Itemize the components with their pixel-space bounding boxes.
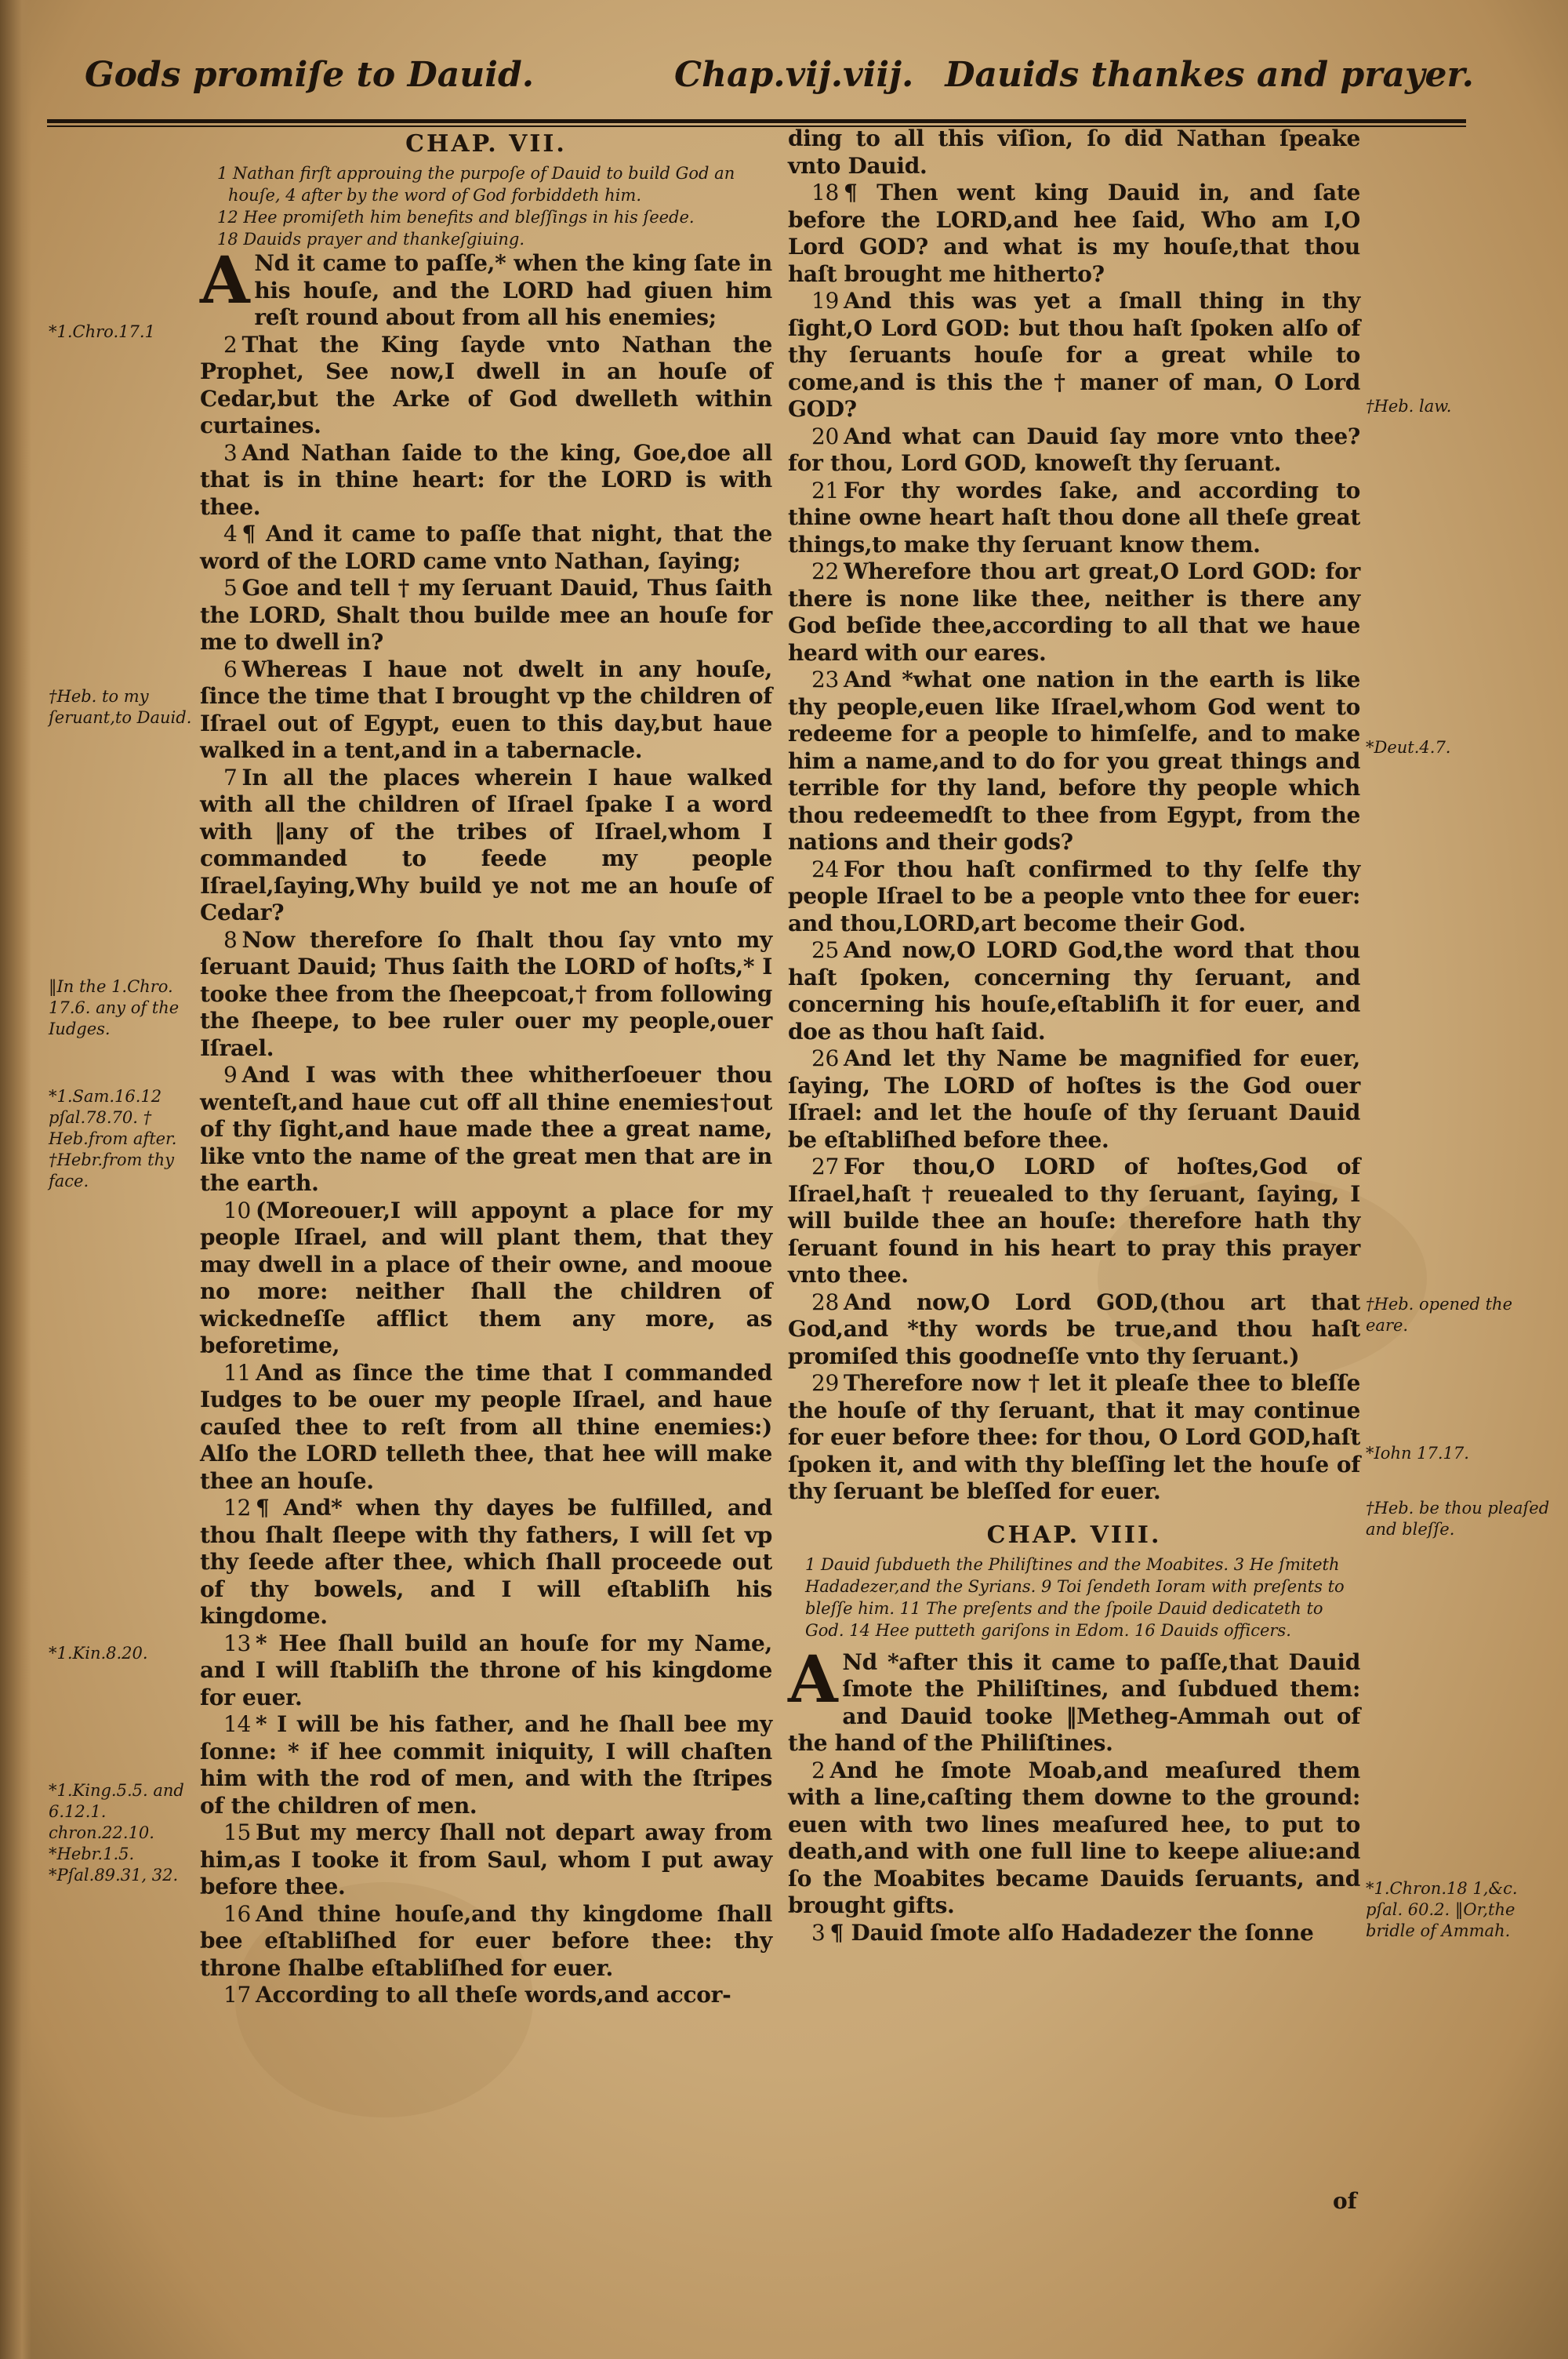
- margin-note: *Iohn 17.17.: [1366, 1444, 1469, 1463]
- verse: [200, 1630, 772, 1712]
- chapter-7-summary: [200, 162, 772, 250]
- verse: [788, 1289, 1360, 1371]
- verse-text: And now,O Lord GOD,(thou art that God,and *thy words be true,and thou haſt promiſed this goodneſſe vnto thy ſeruant.): [788, 1289, 1360, 1369]
- verse: [788, 667, 1360, 856]
- verse-text: That the King ſayde vnto Nathan the Prophet, See now,I dwell in an houſe of Cedar,but the Arke of God dwelleth within curtaines.: [200, 331, 772, 438]
- margin-note: †Heb. law.: [1366, 397, 1452, 416]
- margin-note: *1.King.5.5. and 6.12.1. chron.22.10. *Hebr.1.5. *Pſal.89.31, 32.: [49, 1781, 184, 1885]
- chapter-8-heading: CHAP. VIII.: [986, 1521, 1162, 1549]
- verse-text: In all the places wherein I haue walked with all the children of Iſrael ſpake I a word with ‖any of the tribes of Iſrael,whom I commanded to feede my people Iſrael,ſaying,Why build ye not me an houſe of Cedar?: [200, 764, 772, 925]
- verse-number: 26: [811, 1045, 840, 1071]
- verse-number: 2: [223, 331, 238, 358]
- verse-number: 28: [811, 1289, 840, 1315]
- verse-number: 3: [811, 1919, 826, 1946]
- verse: [788, 423, 1360, 478]
- margin-note: †Heb. opened the eare.: [1366, 1295, 1513, 1335]
- verse: [200, 1360, 772, 1496]
- verse: [200, 1982, 772, 2009]
- verse-number: 20: [811, 423, 840, 449]
- verse-text: And thine houſe,and thy kingdome ſhall bee eſtabliſhed for euer before thee: thy throne ſhalbe eſtabliſhed for euer.: [200, 1900, 772, 1981]
- verse: [200, 1062, 772, 1198]
- verse: [200, 656, 772, 765]
- running-head-chapter: Chap.vij.viij.: [674, 55, 914, 95]
- running-head-right: Dauids thankes and prayer.: [945, 55, 1474, 95]
- verse-text: And *what one nation in the earth is like thy people,euen like Iſrael,whom God went to redeeme for a people to himſelfe, and to make him a name,and to do for you great things and terrible for thy land, before thy people which thou redeemedſt to thee from Egypt, from the nations and their gods?: [788, 667, 1360, 855]
- verse: [200, 332, 772, 440]
- verse-number: 3: [223, 439, 238, 466]
- verse: [788, 937, 1360, 1045]
- verse-text: ¶ And* when thy dayes be fulfilled, and thou ſhalt ſleepe with thy fathers, I will ſet vp thy ſeede after thee, which ſhall proceede out of thy bowels, and I will eſtabliſh his kingdome.: [200, 1495, 772, 1629]
- verse-text: And I was with thee whitherſoeuer thou wenteſt,and haue cut off all thine enemies†out of thy ſight,and haue made thee a great name, like vnto the name of the great men that are in the earth.: [200, 1062, 772, 1196]
- verse-number: 10: [223, 1197, 252, 1223]
- verse: [788, 180, 1360, 288]
- verse-number: 12: [223, 1495, 252, 1521]
- verse: [788, 1154, 1360, 1289]
- margin-note: †Heb. be thou pleaſed and bleſſe.: [1366, 1499, 1550, 1539]
- verse-text: Whereas I haue not dwelt in any houſe, ſince the time that I brought vp the children of Iſrael out of Egypt, euen to this day,but haue walked in a tent,and in a tabernacle.: [200, 656, 772, 763]
- verse: [788, 1920, 1360, 1947]
- verse-number: 22: [811, 558, 840, 584]
- verse-number: 11: [223, 1359, 252, 1386]
- margin-note: *1.Chron.18 1,&c. pſal. 60.2. ‖Or,the bridle of Ammah.: [1366, 1879, 1518, 1940]
- summary-line: 12 Hee promiſeth him benefits and bleſſings in his ſeede.: [217, 208, 695, 227]
- verse: [788, 478, 1360, 559]
- verse-number: 9: [223, 1062, 238, 1088]
- margin-note: *1.Kin.8.20.: [49, 1644, 148, 1663]
- catchword: of: [1333, 2188, 1357, 2214]
- verse-text: * I will be his father, and he ſhall bee my ſonne: * if hee commit iniquity, I will chaſten him with the rod of men, and with the ſtripes of the children of men.: [200, 1711, 772, 1819]
- verse-number: 24: [811, 856, 840, 882]
- chapter-7-heading: CHAP. VII.: [405, 130, 567, 158]
- verse-text: * Hee ſhall build an houſe for my Name, and I will ſtabliſh the throne of his kingdome for euer.: [200, 1630, 772, 1710]
- header-rule: [47, 119, 1466, 123]
- verse-text: ¶ And it came to paſſe that night, that the word of the LORD came vnto Nathan, ſaying;: [200, 521, 772, 574]
- verse-text: And this was yet a ſmall thing in thy ſight,O Lord GOD: but thou haſt ſpoken alſo of thy ſeruants houſe for a great while to come,and is this the † maner of man, O Lord GOD?: [788, 288, 1360, 422]
- verse: [200, 927, 772, 1063]
- verse: [200, 521, 772, 575]
- margin-note: *1.Chro.17.1: [49, 322, 155, 341]
- verse-text: Nd it came to paſſe,* when the king ſate in his houſe, and the LORD had giuen him reſt round about from all his enemies;: [254, 250, 772, 330]
- verse: [200, 575, 772, 656]
- verse-number: 23: [811, 667, 840, 692]
- verse-text: Now therefore ſo ſhalt thou ſay vnto my ſeruant Dauid; Thus ſaith the LORD of hoſts,* I tooke thee from the ſheepcoat,† from following the ſheepe, to bee ruler ouer my people,ouer Iſrael.: [200, 926, 772, 1061]
- margin-note: ‖In the 1.Chro. 17.6. any of the Iudges.: [49, 977, 180, 1038]
- verse-text: And let thy Name be magnified for euer, ſaying, The LORD of hoſtes is the God ouer Iſrael: and let the houſe of thy ſeruant Dauid be eſtabliſhed before thee.: [788, 1045, 1360, 1153]
- margin-note: *Deut.4.7.: [1366, 738, 1451, 757]
- verse-text: Goe and tell † my ſeruant Dauid, Thus ſaith the LORD, Shalt thou builde mee an houſe for me to dwell in?: [200, 575, 772, 655]
- verse-text: For thou,O LORD of hoſtes,God of Iſrael,haſt † reuealed to thy ſeruant, ſaying, I will builde thee an houſe: therefore hath thy ſeruant found in his heart to pray this prayer vnto thee.: [788, 1154, 1360, 1288]
- verse-text: Nd *after this it came to paſſe,that Dauid ſmote the Philiſtines, and ſubdued them: and Dauid tooke ‖Metheg-Ammah out of the hand of the Philiſtines.: [788, 1648, 1360, 1756]
- verse: [200, 1711, 772, 1819]
- margin-note: †Heb. to my ſeruant,to Dauid.: [49, 687, 192, 727]
- verse-text: And what can Dauid ſay more vnto thee? for thou, Lord GOD, knoweſt thy ſeruant.: [788, 423, 1360, 476]
- verse-number: 5: [223, 575, 238, 601]
- verse-text: And he ſmote Moab,and meaſured them with a line,caſting them downe to the ground: euen with two lines meaſured hee, to put to death,and with one full line to keepe aliue:and ſo the Moabites became Dauids ſeruants, and brought gifts.: [788, 1757, 1360, 1918]
- verse-number: 25: [811, 937, 840, 963]
- verse: [788, 1370, 1360, 1506]
- verse-continuation: ding to all this viſion, ſo did Nathan ſpeake vnto Dauid.: [788, 125, 1360, 179]
- verse: [788, 856, 1360, 938]
- page-gutter-edge: [0, 0, 31, 2359]
- verse-text: For thou haſt confirmed to thy ſelfe thy people Iſrael to be a people vnto thee for euer: and thou,LORD,art become their God.: [788, 856, 1360, 936]
- verse-number: 17: [223, 1982, 252, 2008]
- verse: [788, 288, 1360, 423]
- verse-8-1: [788, 1641, 1360, 1757]
- verse-number: 2: [811, 1757, 826, 1783]
- margin-note: *1.Sam.16.12 pſal.78.70. † Heb.from after. †Hebr.from thy face.: [49, 1087, 177, 1190]
- verse: [200, 1819, 772, 1901]
- running-head: [63, 49, 1474, 111]
- verse-text: Wherefore thou art great,O Lord GOD: for there is none like thee, neither is there any God beſide thee,according to all that we haue heard with our eares.: [788, 558, 1360, 666]
- verse-number: 21: [811, 477, 840, 503]
- verse-text: And as ſince the time that I commanded Iudges to be ouer my people Iſrael, and haue cauſed thee to reſt from all thine enemies:) Alſo the LORD telleth thee, that hee will make thee an houſe.: [200, 1359, 772, 1494]
- verse: [200, 1198, 772, 1360]
- verse-text: ¶ Dauid ſmote alſo Hadadezer the ſonne: [829, 1919, 1314, 1946]
- verse-text: For thy wordes ſake, and according to thine owne heart haſt thou done all theſe great things,to make thy ſeruant know them.: [788, 477, 1360, 558]
- verse-text: ¶ Then went king Dauid in, and ſate before the LORD,and hee ſaid, Who am I,O Lord GOD? and what is my houſe,that thou haſt brought me hitherto?: [788, 180, 1360, 287]
- verse-number: 19: [811, 288, 840, 314]
- left-column: [200, 125, 772, 2009]
- verse: [788, 1757, 1360, 1920]
- verse-number: 7: [223, 764, 238, 791]
- verse-number: 4: [223, 521, 238, 547]
- verse-number: 13: [223, 1630, 252, 1656]
- verse: [200, 1495, 772, 1630]
- verse-text: (Moreouer,I will appoynt a place for my people Iſrael, and will plant them, that they may dwell in a place of their owne, and mooue no more: neither ſhall the children of wickedneſſe afflict them any more, as beforetime,: [200, 1197, 772, 1358]
- verse-number: 27: [811, 1154, 840, 1180]
- verse-number: 15: [223, 1819, 252, 1845]
- summary-line: 18 Dauids prayer and thankeſgiuing.: [217, 230, 525, 249]
- verse-text: Therefore now † let it pleaſe thee to bleſſe the houſe of thy ſeruant, that it may continue for euer before thee: for thou, O Lord GOD,haſt ſpoken it, and with thy bleſſing let the houſe of thy ſeruant be bleſſed for euer.: [788, 1370, 1360, 1504]
- running-head-left: Gods promiſe to Dauid.: [85, 55, 535, 95]
- right-column: [788, 125, 1360, 1946]
- verse-text: And now,O LORD God,the word that thou haſt ſpoken, concerning thy ſeruant, and concerning his houſe,eſtabliſh it for euer, and doe as thou haſt ſaid.: [788, 937, 1360, 1045]
- verse-number: 16: [223, 1900, 252, 1927]
- verse-number: 18: [811, 180, 840, 205]
- verse: [200, 440, 772, 522]
- drop-cap: A: [788, 1641, 838, 1717]
- drop-cap: A: [200, 243, 250, 318]
- chapter-8-summary: 1 Dauid ſubdueth the Philiſtines and the Moabites. 3 He ſmiteth Hadadezer,and the Syrians. 9 Toi ſendeth Ioram with preſents to bleſſe him. 11 The preſents and the ſpoile Dauid dedicateth to God. 14 Hee putteth gariſons in Edom. 16 Dauids officers.: [805, 1554, 1345, 1640]
- verse-number: 29: [811, 1370, 840, 1396]
- verse: [788, 558, 1360, 667]
- verse-text: But my mercy ſhall not depart away from him,as I tooke it from Saul, whom I put away before thee.: [200, 1819, 772, 1899]
- verse-text: According to all theſe words,and accor-: [256, 1982, 731, 2008]
- verse-text: And Nathan ſaide to the king, Goe,doe all that is in thine heart: for the LORD is with thee.: [200, 439, 772, 520]
- verse: [788, 1045, 1360, 1154]
- verse-7-1: [200, 243, 772, 332]
- verse: [200, 765, 772, 927]
- verse-number: 6: [223, 656, 238, 682]
- verse-number: 14: [223, 1711, 252, 1737]
- verse: [200, 1901, 772, 1983]
- summary-line: 1 Nathan firſt approuing the purpoſe of Dauid to build God an houſe, 4 after by the word of God forbiddeth him.: [217, 164, 735, 205]
- verse-number: 8: [223, 926, 238, 953]
